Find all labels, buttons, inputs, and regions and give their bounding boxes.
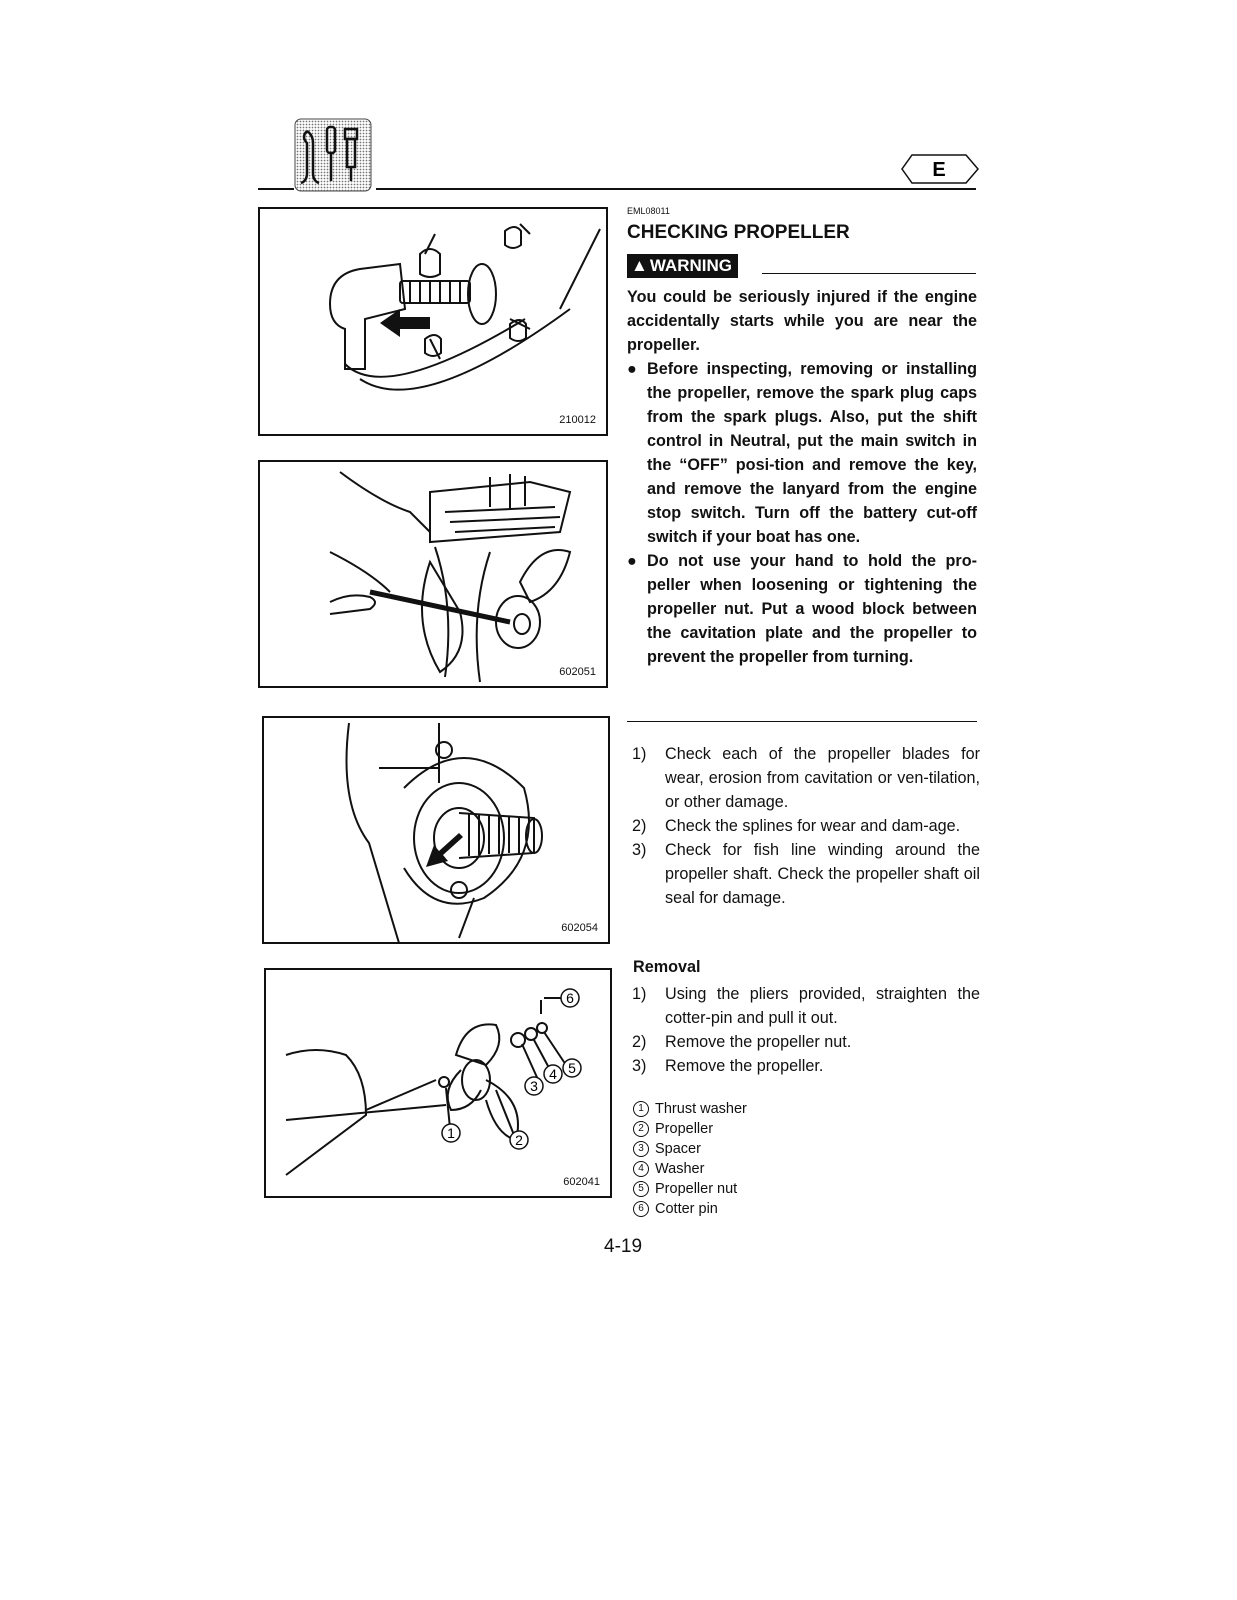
step-number: 1) [632, 745, 647, 763]
legend-item [633, 1199, 747, 1219]
legend-item [633, 1159, 747, 1179]
bullet-dot-icon: ● [627, 360, 637, 378]
language-badge [900, 153, 980, 185]
warning-intro: You could be seriously injured if the engine accidentally starts while you are near the propeller. [627, 288, 977, 354]
figure-callout: 3 [530, 1078, 538, 1094]
legend-number: 4 [633, 1161, 649, 1177]
warning-bullet [627, 357, 977, 549]
legend-label: Propeller [655, 1121, 714, 1137]
legend-item [633, 1099, 747, 1119]
section-title: CHECKING PROPELLER [627, 222, 850, 243]
list-item [632, 982, 980, 1030]
warning-label-text: WARNING [649, 256, 732, 275]
figure-callout: 2 [515, 1132, 523, 1148]
legend-label: Propeller nut [655, 1181, 738, 1197]
figure-callout: 5 [568, 1060, 576, 1076]
figure-callout: 4 [549, 1066, 557, 1082]
check-steps [632, 742, 980, 910]
figure-wood-block [258, 460, 608, 688]
warning-triangle-icon: ▲ [631, 256, 648, 275]
legend-label: Washer [655, 1161, 705, 1177]
section-code: EML08011 [627, 206, 670, 216]
step-number: 3) [632, 841, 647, 859]
list-item [632, 742, 980, 814]
legend-number: 2 [633, 1121, 649, 1137]
page-number: 4-19 [604, 1236, 643, 1257]
step-text: Using the pliers provided, straighten the cotter-pin and pull it out. [665, 985, 980, 1027]
figure-propeller-parts [264, 968, 612, 1198]
legend-label: Thrust washer [655, 1101, 747, 1117]
warning-bullet-text: Do not use your hand to hold the pro-peller when loosening or tightening the propeller nut. Put a wood block between the cavitation plate and the propeller to prevent the propeller from turning. [647, 552, 977, 666]
figure-code: 602041 [563, 1176, 600, 1188]
list-item [632, 1030, 980, 1054]
legend-number: 5 [633, 1181, 649, 1197]
list-item [632, 838, 980, 910]
step-text: Remove the propeller. [665, 1057, 824, 1075]
figure-code: 210012 [559, 414, 596, 426]
figure-propeller-shaft [262, 716, 610, 944]
legend-item [633, 1139, 747, 1159]
legend-number: 1 [633, 1101, 649, 1117]
warning-bullet [627, 549, 977, 669]
bullet-dot-icon: ● [627, 552, 637, 570]
language-badge-label: E [932, 159, 946, 181]
legend-number: 3 [633, 1141, 649, 1157]
warning-rule [627, 721, 977, 722]
figure-code: 602054 [561, 922, 598, 934]
step-text: Remove the propeller nut. [665, 1033, 852, 1051]
legend-number: 6 [633, 1201, 649, 1217]
figure-callout: 6 [566, 990, 574, 1006]
figure-code: 602051 [559, 666, 596, 678]
step-number: 1) [632, 985, 647, 1003]
legend-item [633, 1179, 747, 1199]
warning-rule [762, 273, 976, 274]
legend-label: Cotter pin [655, 1201, 718, 1217]
header-rule [376, 188, 976, 190]
header-rule [258, 188, 294, 190]
list-item [632, 1054, 980, 1078]
step-text: Check for fish line winding around the propeller shaft. Check the propeller shaft oil seal for damage. [665, 841, 980, 907]
list-item [632, 814, 980, 838]
parts-legend [633, 1099, 747, 1219]
step-number: 2) [632, 1033, 647, 1051]
warning-text [627, 285, 977, 669]
figure-spark-plug-cap [258, 207, 608, 436]
legend-label: Spacer [655, 1141, 701, 1157]
step-text: Check each of the propeller blades for wear, erosion from cavitation or ven-tilation, or other damage. [665, 745, 980, 811]
removal-steps [632, 982, 980, 1078]
warning-bullet-text: Before inspecting, removing or installing the propeller, remove the spark plug caps from the spark plugs. Also, put the shift control in Neutral, put the main switch in the “OFF” posi-tion and remove the key, and remove the lanyard from the engine stop switch. Turn off the battery cut-off switch if your boat has one. [647, 360, 977, 546]
tools-icon [293, 117, 373, 193]
figure-callout: 1 [447, 1125, 455, 1141]
removal-title: Removal [633, 958, 701, 976]
legend-item [633, 1119, 747, 1139]
step-number: 2) [632, 817, 647, 835]
step-text: Check the splines for wear and dam-age. [665, 817, 961, 835]
step-number: 3) [632, 1057, 647, 1075]
warning-label [627, 254, 738, 278]
